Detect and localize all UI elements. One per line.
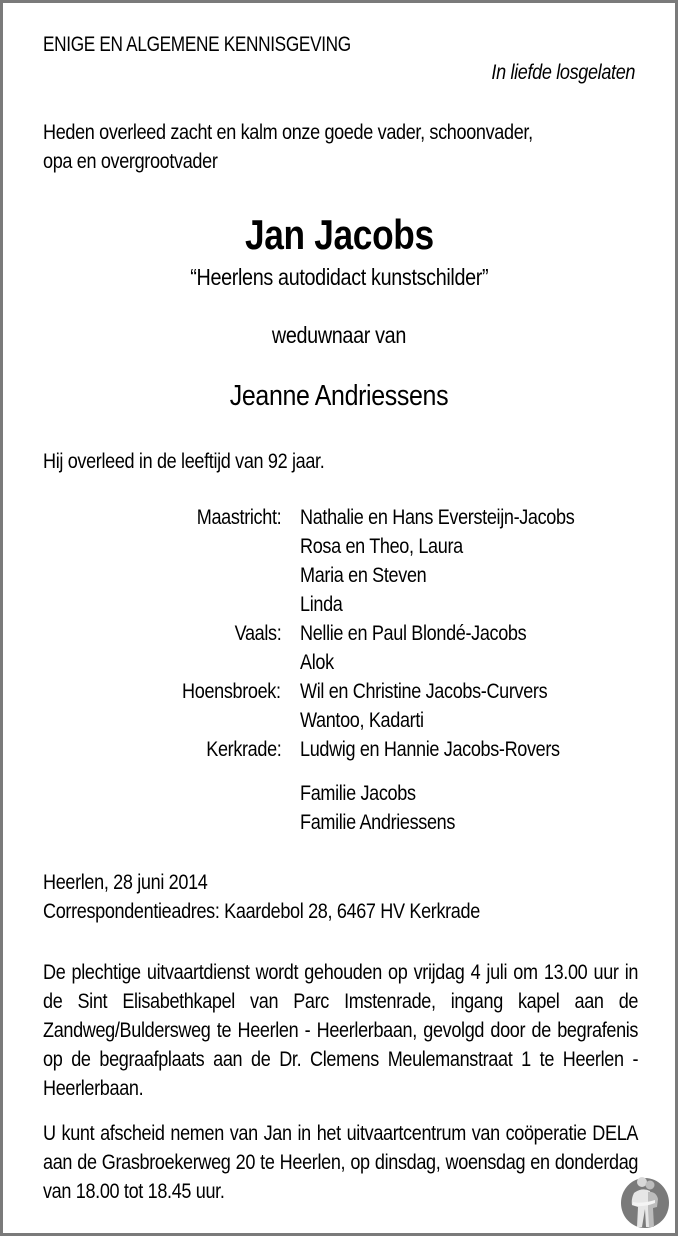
extended-family-name: Familie Jacobs (300, 782, 416, 805)
age-statement: Hij overleed in de leeftijd van 92 jaar. (43, 450, 325, 473)
widower-label (3, 322, 675, 349)
spouse-name (3, 380, 675, 413)
family-row (3, 535, 675, 564)
family-row (3, 593, 675, 622)
motto: In liefde losgelaten (491, 61, 635, 84)
family-row (3, 680, 675, 709)
family-city: Maastricht: (196, 506, 281, 529)
deceased-name (3, 211, 675, 259)
family-row (3, 709, 675, 738)
family-row (3, 506, 675, 535)
extended-family-row (3, 782, 675, 811)
correspondence-address: Correspondentieadres: Kaardebol 28, 6467 HV Kerkrade (43, 900, 480, 923)
family-names: Linda (300, 593, 343, 616)
family-city: Vaals: (234, 622, 281, 645)
visitation-details: U kunt afscheid nemen van Jan in het uitvaartcentrum van coöperatie DELA aan de Grasbroekerweg 20 te Heerlen, op dinsdag, woensdag en donderdag van 18.00 tot 18.45 uur. (43, 1122, 639, 1203)
family-names: Nathalie en Hans Eversteijn-Jacobs (300, 506, 575, 529)
family-row (3, 564, 675, 593)
deceased-name-text: Jan Jacobs (244, 211, 434, 258)
deceased-subtitle-text: “Heerlens autodidact kunstschilder” (189, 264, 488, 290)
family-names: Nellie en Paul Blondé-Jacobs (300, 622, 527, 645)
family-names: Maria en Steven (300, 564, 427, 587)
spouse-name-text: Jeanne Andriessens (229, 380, 449, 412)
family-names: Wil en Christine Jacobs-Curvers (300, 680, 548, 703)
notice-heading: ENIGE EN ALGEMENE KENNISGEVING (43, 33, 351, 56)
family-city: Hoensbroek: (182, 680, 281, 703)
family-names: Wantoo, Kadarti (300, 709, 424, 732)
family-names: Rosa en Theo, Laura (300, 535, 463, 558)
extended-family-name: Familie Andriessens (300, 811, 456, 834)
widower-label-text: weduwnaar van (271, 322, 407, 348)
intro-line-2: opa en overgrootvader (43, 150, 218, 173)
family-names: Ludwig en Hannie Jacobs-Rovers (300, 738, 560, 761)
place-date: Heerlen, 28 juni 2014 (43, 871, 208, 894)
family-row (3, 651, 675, 680)
family-row (3, 738, 675, 767)
family-row (3, 622, 675, 651)
family-city: Kerkrade: (205, 738, 281, 761)
extended-family-row (3, 811, 675, 840)
deceased-subtitle (3, 264, 675, 291)
family-names: Alok (300, 651, 334, 674)
intro-line-1: Heden overleed zacht en kalm onze goede vader, schoonvader, (43, 121, 533, 144)
embracing-figures-icon (620, 1175, 670, 1229)
service-details: De plechtige uitvaartdienst wordt gehouden op vrijdag 4 juli om 13.00 uur in de Sint Elisabethkapel van Parc Imstenrade, ingang kapel aan de Zandweg/Buldersweg te Heerlen - Heerlerbaan, gevolgd door de begrafenis op de begraafplaats aan de Dr. Clemens Meulemanstraat 1 te Heerlen - Heerlerbaan. (43, 961, 639, 1100)
